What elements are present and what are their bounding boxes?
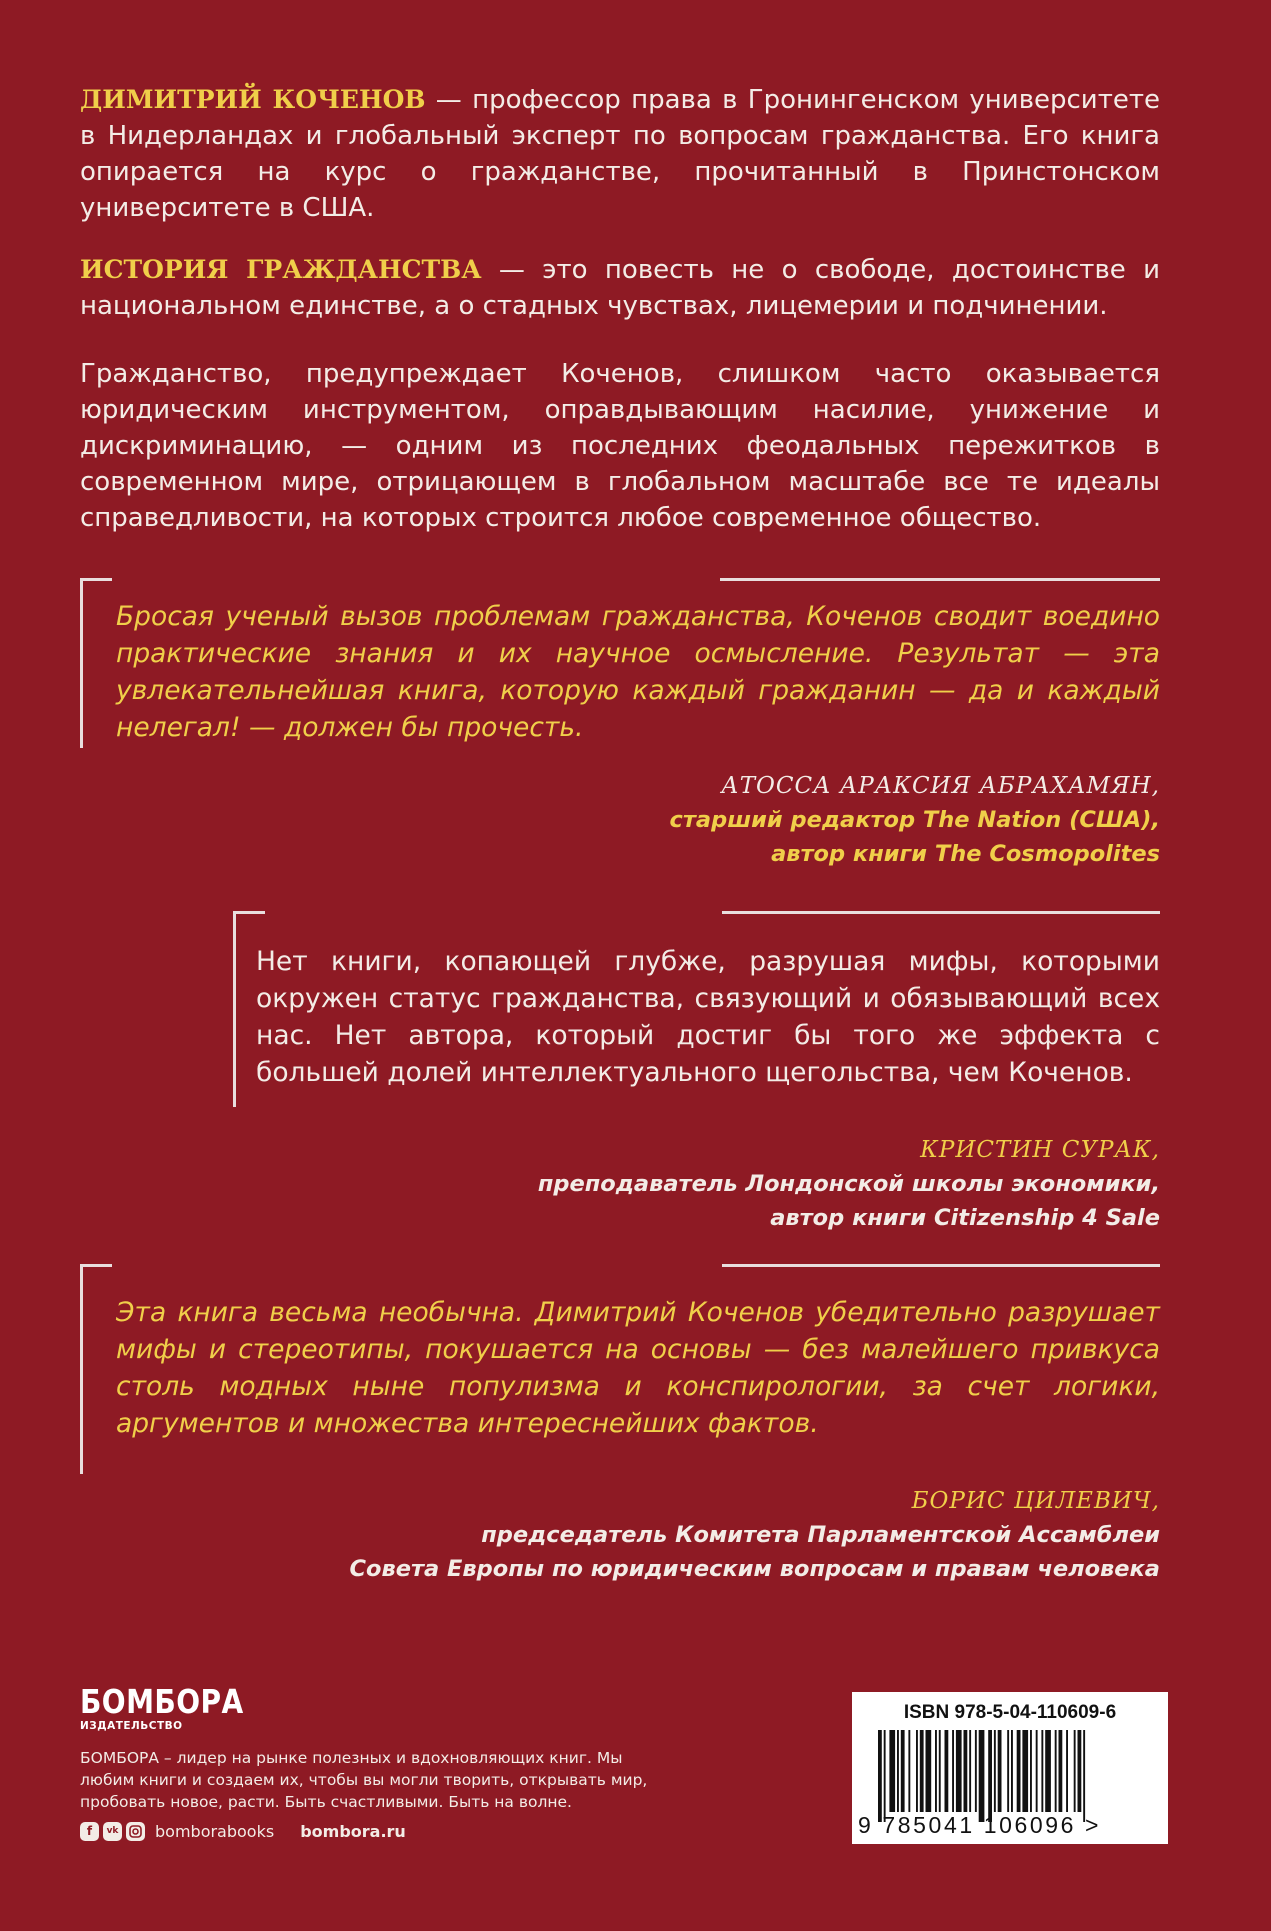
barcode-bar	[952, 1730, 954, 1812]
quote-3-author: БОРИС ЦИЛЕВИЧ,	[911, 1488, 1160, 1514]
quote-1-role-2: автор книги The Cosmopolites	[771, 841, 1160, 867]
barcode-bar	[1055, 1730, 1057, 1812]
isbn-barcode	[852, 1692, 1168, 1844]
facebook-icon[interactable]: f	[80, 1822, 99, 1841]
barcode-bar	[998, 1730, 1002, 1812]
quote-2-text: Нет книги, копающей глубже, разрушая мифы, которыми окружен статус гражданства, связующий и обязывающий всех нас. Нет автора, который достиг бы того же эффекта с большей долей интеллектуального щегольства, чем Коченов.	[256, 946, 1160, 1088]
barcode-bars	[878, 1730, 1148, 1822]
quote-3-attribution	[240, 1484, 1160, 1586]
barcode-bar	[945, 1730, 949, 1812]
barcode-bar	[1041, 1730, 1043, 1812]
quote-1-text: Бросая ученый вызов проблемам гражданства, Коченов сводит воедино практические знания и их научное осмысление. Результат — эта увлекательнейшая книга, которую каждый гражданин — да и каждый нелегал! — должен бы прочесть.	[116, 601, 1160, 743]
quote-2-divider	[722, 911, 1160, 914]
book-summary	[80, 252, 1160, 324]
quote-1-role-1: старший редактор The Nation (США),	[669, 807, 1160, 833]
barcode-bar	[1045, 1730, 1051, 1812]
barcode-bar	[1059, 1730, 1063, 1812]
barcode-bar	[1017, 1730, 1021, 1812]
barcode-bar	[1030, 1730, 1032, 1812]
quote-1-author: АТОССА АРАКСИЯ АБРАХАМЯН,	[721, 773, 1160, 799]
barcode-bar	[1011, 1730, 1013, 1812]
quote-2-attribution	[400, 1133, 1160, 1235]
publisher-social	[80, 1819, 406, 1843]
barcode-bar	[897, 1730, 899, 1812]
barcode-bar	[1078, 1730, 1082, 1812]
quote-2-bracket-top	[233, 911, 265, 914]
barcode-digits: 9 785041 106096 >	[858, 1812, 1102, 1838]
author-name-lead: ДИМИТРИЙ КОЧЕНОВ	[80, 85, 426, 114]
book-summary-text: — это повесть не о свободе, достоинстве и национальном единстве, а о стадных чувствах, лицемерии и подчинении.	[80, 255, 1160, 321]
quote-3-bracket-left	[80, 1264, 83, 1474]
website-link[interactable]: bombora.ru	[300, 1821, 406, 1841]
barcode-bar	[889, 1730, 895, 1812]
barcode-bar	[1036, 1730, 1038, 1812]
instagram-icon[interactable]	[126, 1822, 145, 1841]
quote-3-bracket-top	[80, 1264, 112, 1267]
barcode-bar	[979, 1730, 985, 1822]
barcode-bar	[994, 1730, 996, 1812]
barcode-bar	[1074, 1730, 1076, 1812]
barcode-bar	[964, 1730, 968, 1812]
barcode-bar	[878, 1730, 882, 1822]
barcode-bar	[988, 1730, 992, 1822]
publisher-logo-text: БОМБОРА	[80, 1682, 244, 1721]
quote-3-divider	[722, 1264, 1160, 1267]
book-description	[80, 356, 1160, 536]
book-title-lead: ИСТОРИЯ ГРАЖДАНСТВА	[80, 255, 482, 284]
barcode-bar	[901, 1730, 905, 1812]
quote-1-divider	[720, 578, 1160, 581]
publisher-blurb: БОМБОРА – лидер на рынке полезных и вдохновляющих книг. Мы любим книги и создаем их, чтобы вы могли творить, открывать мир, пробовать новое, расти. Быть счастливыми. Быть на волне.	[80, 1749, 648, 1811]
barcode-bar	[916, 1730, 918, 1812]
author-bio	[80, 82, 1160, 226]
barcode-bar	[935, 1730, 937, 1812]
barcode-bar	[969, 1730, 971, 1812]
publisher-logo-subtitle: ИЗДАТЕЛЬСТВО	[80, 1720, 183, 1732]
quote-2-bracket-left	[233, 911, 236, 1107]
barcode-bar	[926, 1730, 932, 1812]
barcode-bar	[1007, 1730, 1009, 1812]
quote-3-role-1: председатель Комитета Парламентской Ассамблеи	[481, 1522, 1160, 1548]
barcode-bar	[1066, 1730, 1068, 1812]
social-handle[interactable]: bomborabooks	[155, 1821, 275, 1841]
quote-2-author: КРИСТИН СУРАК,	[920, 1137, 1160, 1163]
barcode-bar	[975, 1730, 977, 1812]
quote-1-bracket-left	[80, 578, 83, 748]
barcode-bar	[956, 1730, 962, 1812]
author-bio-text: — профессор права в Гронингенском университете в Нидерландах и глобальный эксперт по вопросам гражданства. Его книга опирается на курс о гражданстве, прочитанный в Принстонском университете в США.	[80, 85, 1160, 223]
quote-3-text: Эта книга весьма необычна. Димитрий Коченов убедительно разрушает мифы и стереотипы, покушается на основы — без малейшего привкуса столь модных ныне популизма и конспирологии, за счет логики, аргументов и множества интереснейших фактов.	[116, 1297, 1160, 1439]
quote-1-attribution	[480, 769, 1160, 871]
book-description-text: Гражданство, предупреждает Коченов, слишком часто оказывается юридическим инструментом, оправдывающим насилие, унижение и дискриминацию, — одним из последних феодальных пережитков в современном мире, отрицающем в глобальном масштабе все те идеалы справедливости, на которых строится любое современное общество.	[80, 359, 1160, 533]
barcode-bar	[884, 1730, 886, 1822]
quote-1-bracket-top	[80, 578, 112, 581]
barcode-bar	[939, 1730, 941, 1812]
quote-3-role-2: Совета Европы по юридическим вопросам и правам человека	[349, 1556, 1160, 1582]
isbn-number: ISBN 978-5-04-110609-6	[903, 1702, 1117, 1723]
barcode-bar	[1022, 1730, 1028, 1812]
publisher-logo	[80, 1682, 272, 1733]
quote-2-role-2: автор книги Citizenship 4 Sale	[770, 1205, 1160, 1231]
barcode-bar	[1083, 1730, 1085, 1822]
barcode-bar	[920, 1730, 924, 1812]
quote-2-role-1: преподаватель Лондонской школы экономики,	[537, 1171, 1160, 1197]
vk-icon[interactable]: vk	[103, 1822, 122, 1841]
barcode-bar	[908, 1730, 910, 1812]
